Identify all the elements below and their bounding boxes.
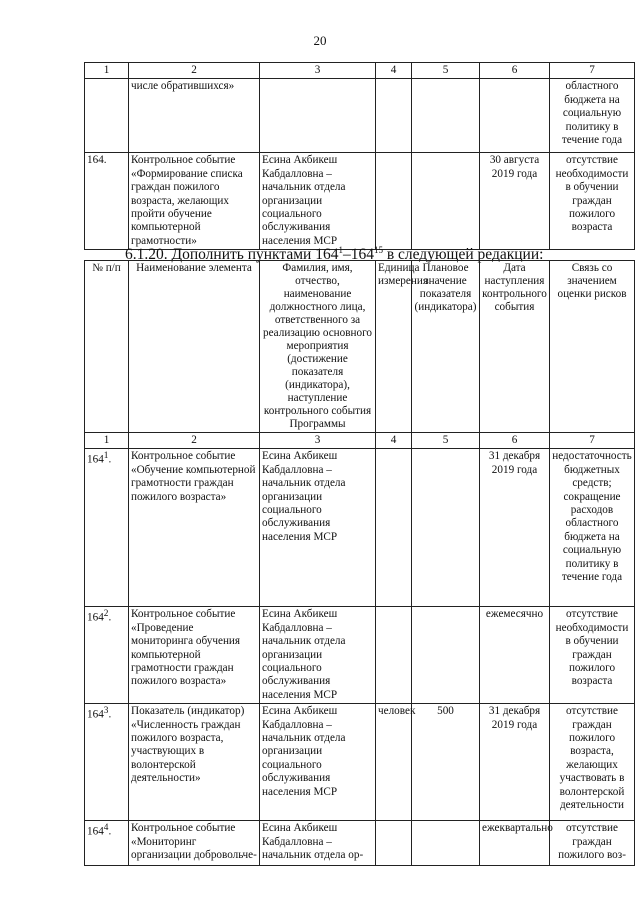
header-person: Фамилия, имя, отчество, наименование должностного лица, ответственного за реализацию основного мероприятия (достижение показателя (индикатора), наступление контрольного события Программы <box>260 261 376 433</box>
col-num: 6 <box>480 63 550 79</box>
element-name: Контрольное событие «Обучение компьютерной грамотности граждан пожилого возраста» <box>129 449 260 607</box>
unit: человек <box>376 704 412 821</box>
element-name: числе обратившихся» <box>129 79 260 153</box>
col-num: 1 <box>85 433 129 449</box>
plan-value <box>412 821 480 866</box>
risk-link: отсутствие необходимости в обучении граждан пожилого возраста <box>550 153 635 250</box>
event-date: 31 декабря 2019 года <box>480 449 550 607</box>
row-number: $164^3$. <box>85 704 129 821</box>
responsible-person: Есина Акбикеш Кабдалловна – начальник отдела организации социального обслуживания населения МСР <box>260 449 376 607</box>
col-num: 6 <box>480 433 550 449</box>
page-number: 20 <box>313 33 327 48</box>
col-num: 7 <box>550 63 635 79</box>
section-heading: 6.1.20. Дополнить пунктами $164^1-164^{15}$ в следующей редакции: <box>125 245 544 264</box>
unit <box>376 821 412 866</box>
responsible-person: Есина Акбикеш Кабдалловна – начальник отдела организации социального обслуживания населения МСР <box>260 704 376 821</box>
table-header-row <box>85 261 635 433</box>
unit <box>376 607 412 704</box>
risk-link: отсутствие необходимости в обучении граждан пожилого возраста <box>550 607 635 704</box>
table-row <box>85 607 635 704</box>
column-number-row <box>85 63 635 79</box>
row-number: $164^4$. <box>85 821 129 866</box>
risk-link: отсутствие граждан пожилого воз- <box>550 821 635 866</box>
header-name: Наименование элемента <box>129 261 260 433</box>
risk-link: отсутствие граждан пожилого возраста, желающих участвовать в волонтерской деятельности <box>550 704 635 821</box>
col-num: 7 <box>550 433 635 449</box>
table-row <box>85 821 635 866</box>
header-date: Дата наступления контрольного события <box>480 261 550 433</box>
unit <box>376 153 412 250</box>
col-num: 3 <box>260 63 376 79</box>
unit <box>376 449 412 607</box>
header-risk: Связь со значением оценки рисков <box>550 261 635 433</box>
element-name: Показатель (индикатор) «Численность граждан пожилого возраста, участвующих в волонтерской деятельности» <box>129 704 260 821</box>
row-number: 164. <box>85 153 129 250</box>
header-unit: Единица измерения <box>376 261 412 433</box>
responsible-person: Есина Акбикеш Кабдалловна – начальник отдела организации социального обслуживания населения МСР <box>260 153 376 250</box>
row-number: $164^1$. <box>85 449 129 607</box>
event-date: ежемесячно <box>480 607 550 704</box>
event-date <box>480 79 550 153</box>
element-name: Контрольное событие «Мониторинг организации добровольче- <box>129 821 260 866</box>
col-num: 1 <box>85 63 129 79</box>
event-date: 30 августа 2019 года <box>480 153 550 250</box>
responsible-person: Есина Акбикеш Кабдалловна – начальник отдела ор- <box>260 821 376 866</box>
table-row <box>85 79 635 153</box>
responsible-person: Есина Акбикеш Кабдалловна – начальник отдела организации социального обслуживания населения МСР <box>260 607 376 704</box>
row-number: $164^2$. <box>85 607 129 704</box>
event-date: 31 декабря 2019 года <box>480 704 550 821</box>
element-name: Контрольное событие «Формирование списка граждан пожилого возраста, желающих пройти обучение компьютерной грамотности» <box>129 153 260 250</box>
table-new-items <box>84 260 635 866</box>
col-num: 2 <box>129 63 260 79</box>
risk-link: недостаточность бюджетных средств; сокращение расходов областного бюджета на социальную политику в течение года <box>550 449 635 607</box>
header-num: № п/п <box>85 261 129 433</box>
plan-value <box>412 607 480 704</box>
col-num: 4 <box>376 63 412 79</box>
table-row <box>85 704 635 821</box>
table-row <box>85 153 635 250</box>
event-date: ежеквартально <box>480 821 550 866</box>
plan-value <box>412 449 480 607</box>
element-name: Контрольное событие «Проведение мониторинга обучения компьютерной грамотности граждан пожилого возраста» <box>129 607 260 704</box>
row-number <box>85 79 129 153</box>
risk-link: областного бюджета на социальную политику в течение года <box>550 79 635 153</box>
col-num: 5 <box>412 433 480 449</box>
col-num: 2 <box>129 433 260 449</box>
table-row <box>85 449 635 607</box>
responsible-person <box>260 79 376 153</box>
col-num: 4 <box>376 433 412 449</box>
col-num: 3 <box>260 433 376 449</box>
plan-value <box>412 153 480 250</box>
plan-value: 500 <box>412 704 480 821</box>
col-num: 5 <box>412 63 480 79</box>
header-plan: Плановое значение показателя (индикатора) <box>412 261 480 433</box>
column-number-row <box>85 433 635 449</box>
unit <box>376 79 412 153</box>
plan-value <box>412 79 480 153</box>
table-continuation <box>84 62 635 250</box>
